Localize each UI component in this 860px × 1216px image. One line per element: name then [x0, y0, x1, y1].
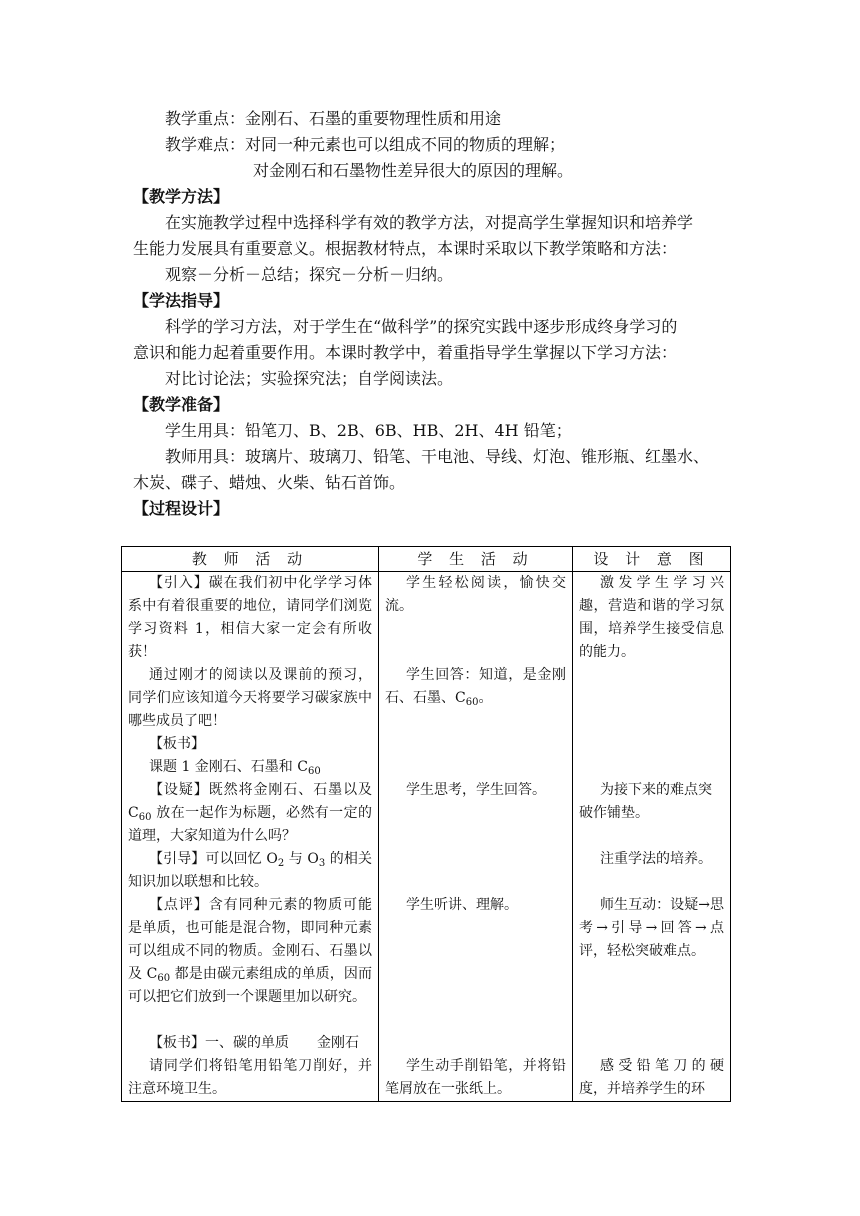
table-row — [122, 779, 731, 848]
prep-student: 学生用具：铅笔刀、B、2B、6B、HB、2H、4H 铅笔； — [165, 421, 572, 440]
study-text-1: 科学的学习方法，对于学生在“做科学”的探究实践中逐步形成终身学习的 — [165, 317, 678, 336]
teacher-cell: 【引导】可以回忆 $O_2$ 与 $O_3$ 的相关知识加以联想和比较。 — [122, 848, 379, 894]
section-title-prep: 【教学准备】 — [133, 395, 230, 414]
header-student: 学 生 活 动 — [379, 547, 573, 572]
table-row — [122, 1032, 731, 1055]
table-header-row — [122, 547, 731, 572]
section-title-method: 【教学方法】 — [133, 187, 230, 206]
intent-cell: 激发学生学习兴趣，营造和谐的学习氛围，培养学生接受信息的能力。 — [573, 572, 731, 665]
teacher-cell: 通过刚才的阅读以及课前的预习，同学们应该知道今天将要学习碳家族中哪些成员了吧！ — [122, 664, 379, 733]
section-title-study: 【学法指导】 — [133, 291, 230, 310]
student-cell — [379, 733, 573, 756]
teacher-cell: 课题 1 金刚石、石墨和 $C_{60}$ — [122, 756, 379, 779]
student-cell: 学生动手削铅笔，并将铅笔屑放在一张纸上。 — [379, 1055, 573, 1102]
teacher-cell: 请同学们将铅笔用铅笔刀削好，并注意环境卫生。 — [122, 1055, 379, 1102]
student-cell — [379, 848, 573, 894]
teacher-cell: 【板书】 — [122, 733, 379, 756]
method-text-3: 观察－分析－总结；探究－分析－归纳。 — [165, 265, 454, 284]
header-intent: 设 计 意 图 — [573, 547, 731, 572]
table-row — [122, 1055, 731, 1102]
student-cell: 学生轻松阅读，愉快交流。 — [379, 572, 573, 665]
lesson-process-table — [121, 546, 731, 1102]
key-point: 教学重点：金刚石、石墨的重要物理性质和用途 — [165, 109, 502, 128]
prep-teacher-1: 教师用具：玻璃片、玻璃刀、铅笔、干电池、导线、灯泡、锥形瓶、红墨水、 — [165, 447, 710, 466]
student-cell: 学生思考，学生回答。 — [379, 779, 573, 848]
student-cell — [379, 1032, 573, 1055]
table-row — [122, 733, 731, 756]
intent-cell — [573, 1032, 731, 1055]
student-cell: 学生听讲、理解。 — [379, 894, 573, 1032]
intent-cell — [573, 733, 731, 756]
method-text-1: 在实施教学过程中选择科学有效的教学方法，对提高学生掌握知识和培养学 — [165, 213, 694, 232]
prep-teacher-2: 木炭、碟子、蜡烛、火柴、钻石首饰。 — [133, 473, 406, 492]
table-row — [122, 756, 731, 779]
intent-cell: 为接下来的难点突破作铺垫。 — [573, 779, 731, 848]
teacher-cell: 【点评】含有同种元素的物质可能是单质，也可能是混合物，即同种元素可以组成不同的物质。金刚石、石墨以及 $C_{60}$ 都是由碳元素组成的单质，因而可以把它们放到一个课题里加以研究。 — [122, 894, 379, 1032]
teacher-cell: 【引入】碳在我们初中化学学习体系中有着很重要的地位，请同学们浏览学习资料 1，相信大家一定会有所收获！ — [122, 572, 379, 665]
section-title-process: 【过程设计】 — [133, 499, 230, 518]
student-cell — [379, 756, 573, 779]
method-text-2: 生能力发展具有重要意义。根据教材特点，本课时采取以下教学策略和方法： — [133, 239, 678, 258]
difficulty-line-2: 对金刚石和石墨物性差异很大的原因的理解。 — [253, 161, 574, 180]
table-row — [122, 664, 731, 733]
intent-cell: 注重学法的培养。 — [573, 848, 731, 894]
intent-cell: 感受铅笔刀的硬度，并培养学生的环 — [573, 1055, 731, 1102]
study-text-2: 意识和能力起着重要作用。本课时教学中，着重指导学生掌握以下学习方法： — [133, 343, 678, 362]
student-cell — [379, 664, 573, 733]
teacher-cell: 【板书】一、碳的单质 金刚石 — [122, 1032, 379, 1055]
table-row — [122, 572, 731, 665]
table-row — [122, 894, 731, 1032]
teacher-cell: 【设疑】既然将金刚石、石墨以及 $C_{60}$ 放在一起作为标题，必然有一定的道理，大家知道为什么吗？ — [122, 779, 379, 848]
intent-cell — [573, 756, 731, 779]
header-teacher: 教 师 活 动 — [122, 547, 379, 572]
table-row — [122, 848, 731, 894]
intent-cell — [573, 664, 731, 733]
intent-cell: 师生互动：设疑→思考→引导→回答→点评，轻松突破难点。 — [573, 894, 731, 1032]
study-text-3: 对比讨论法；实验探究法；自学阅读法。 — [165, 369, 454, 388]
difficulty-line-1: 教学难点：对同一种元素也可以组成不同的物质的理解； — [165, 135, 566, 154]
student-answer: 学生回答：知道，是金刚石、石墨、$C_{60}$。 — [385, 667, 566, 708]
